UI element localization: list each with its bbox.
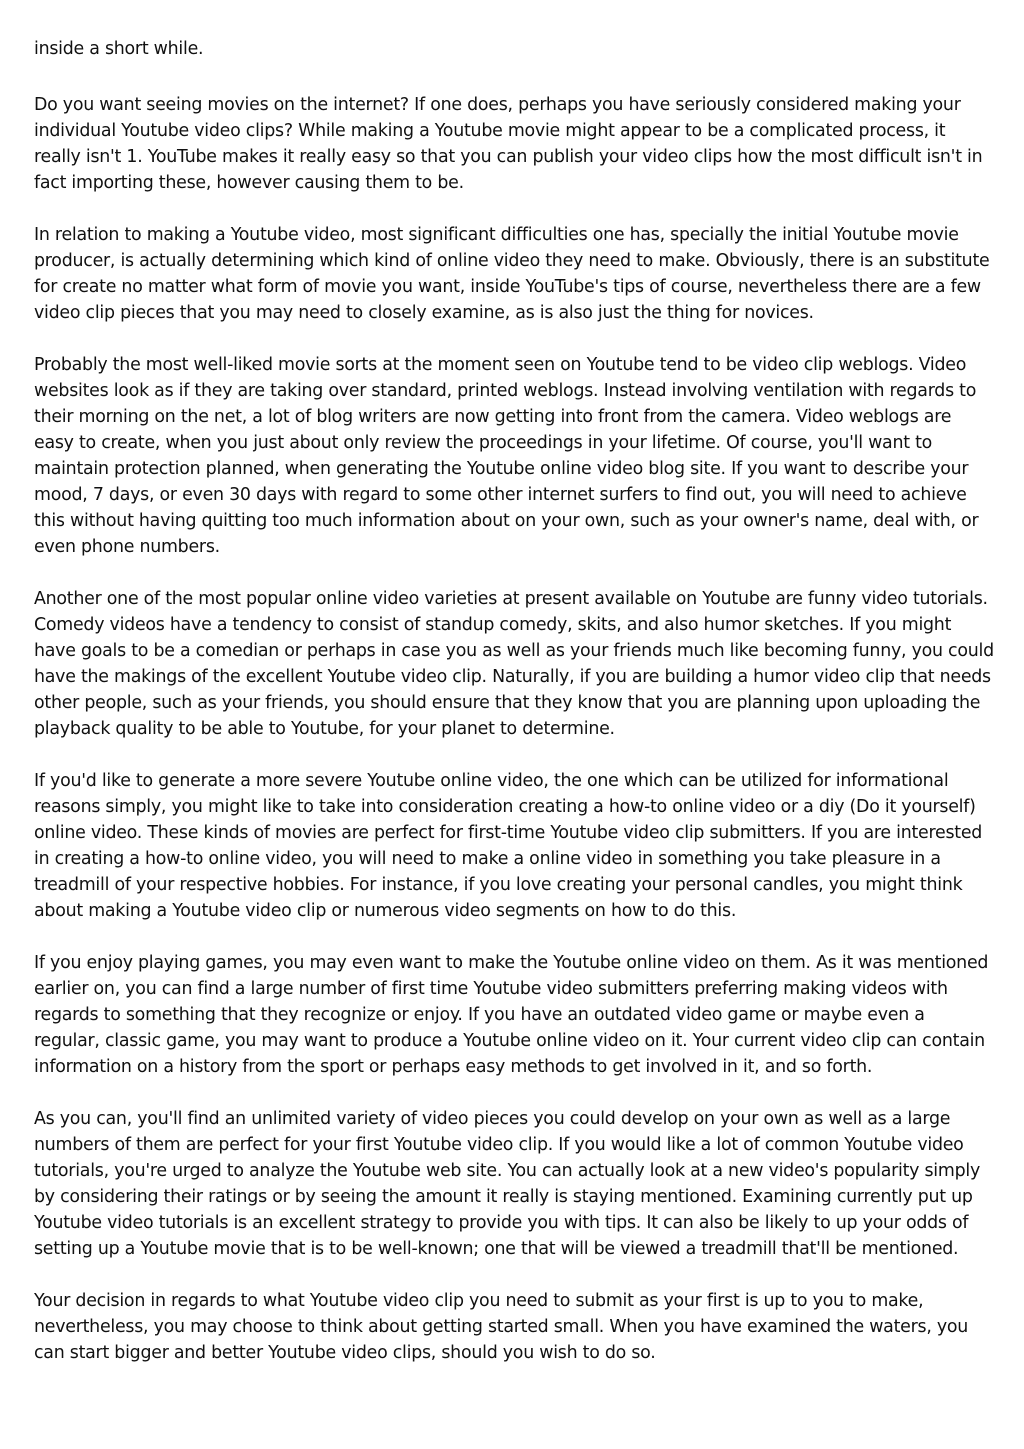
document-body [34,36,994,1392]
paragraph-7: If you enjoy playing games, you may even want to make the Youtube online video on them. As it was mentioned earlier on, you can find a large number of first time Youtube video submitters preferring making videos with regards to something that they recognize or enjoy. If you have an outdated video game or maybe even a regular, classic game, you may want to produce a Youtube online video on it. Your current video clip can contain information on a history from the sport or perhaps easy methods to get involved in it, and so forth. [34,953,989,1077]
paragraph-6: If you'd like to generate a more severe Youtube online video, the one which can be utilized for informational reasons simply, you might like to take into consideration creating a how-to online video or a diy (Do it yourself) online video. These kinds of movies are perfect for first-time Youtube video clip submitters. If you are interested in creating a how-to online video, you will need to make a online video in something you take pleasure in a treadmill of your respective hobbies. For instance, if you love creating your personal candles, you might think about making a Youtube video clip or numerous video segments on how to do this. [34,771,983,921]
paragraph-3: In relation to making a Youtube video, most significant difficulties one has, specially the initial Youtube movie producer, is actually determining which kind of online video they need to make. Obviously, there is an substitute for create no matter what form of movie you want, inside YouTube's tips of course, nevertheless there are a few video clip pieces that you may need to closely examine, as is also just the thing for novices. [34,225,990,323]
paragraph-4: Probably the most well-liked movie sorts at the moment seen on Youtube tend to be video clip weblogs. Video websites look as if they are taking over standard, printed weblogs. Instead involving ventilation with regards to their morning on the net, a lot of blog writers are now getting into front from the camera. Video weblogs are easy to create, when you just about only review the proceedings in your lifetime. Of course, you'll want to maintain protection planned, when generating the Youtube online video blog site. If you want to describe your mood, 7 days, or even 30 days with regard to some other internet surfers to find out, you will need to achieve this without having quitting too much information about on your own, such as your owner's name, deal with, or even phone numbers. [34,355,979,557]
paragraph-8: As you can, you'll find an unlimited variety of video pieces you could develop on your own as well as a large numbers of them are perfect for your first Youtube video clip. If you would like a lot of common Youtube video tutorials, you're urged to analyze the Youtube web site. You can actually look at a new video's popularity simply by considering their ratings or by seeing the amount it really is staying mentioned. Examining currently put up Youtube video tutorials is an excellent strategy to provide you with tips. It can also be likely to up your odds of setting up a Youtube movie that is to be well-known; one that will be viewed a treadmill that'll be mentioned. [34,1109,980,1259]
paragraph-5: Another one of the most popular online video varieties at present available on Youtube are funny video tutorials. Comedy videos have a tendency to consist of standup comedy, skits, and also humor sketches. If you might have goals to be a comedian or perhaps in case you as well as your friends much like becoming funny, you could have the makings of the excellent Youtube video clip. Naturally, if you are building a humor video clip that needs other people, such as your friends, you should ensure that they know that you are planning upon uploading the playback quality to be able to Youtube, for your planet to determine. [34,589,994,739]
paragraph-2: Do you want seeing movies on the internet? If one does, perhaps you have seriously considered making your individual Youtube video clips? While making a Youtube movie might appear to be a complicated process, it really isn't 1. YouTube makes it really easy so that you can publish your video clips how the most difficult isn't in fact importing these, however causing them to be. [34,95,983,193]
paragraph-1: inside a short while. [34,39,204,59]
paragraph-9: Your decision in regards to what Youtube video clip you need to submit as your first is up to you to make, nevertheless, you may choose to think about getting started small. When you have examined the waters, you can start bigger and better Youtube video clips, should you wish to do so. [34,1291,969,1363]
